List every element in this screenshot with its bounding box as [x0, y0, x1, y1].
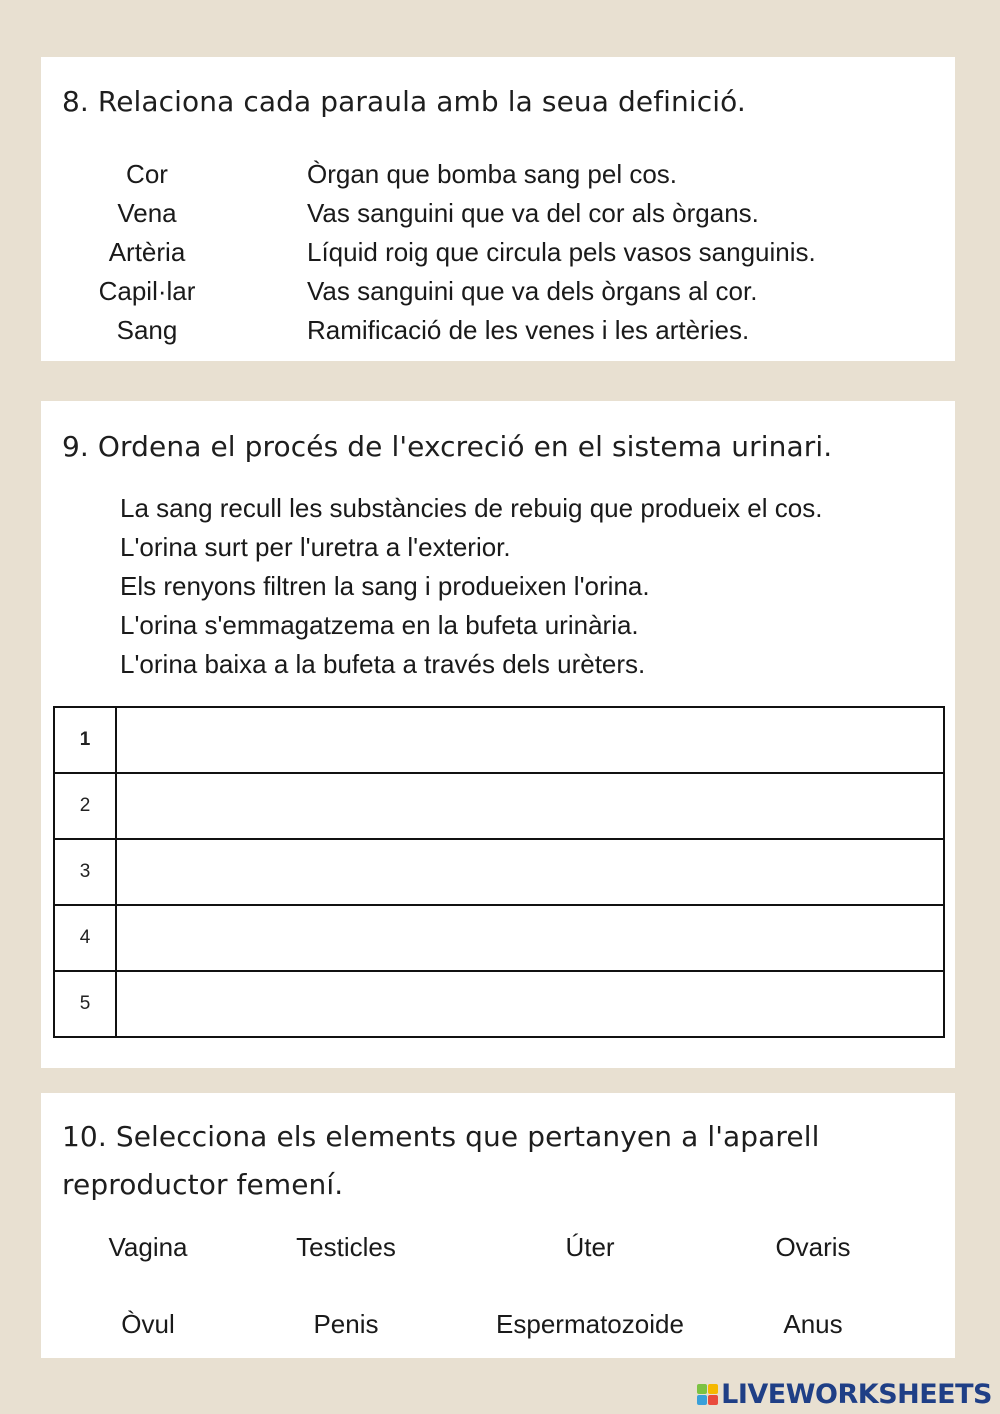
definition-item[interactable]: Vas sanguini que va dels òrgans al cor. [307, 276, 758, 306]
logo-mark-icon [697, 1384, 718, 1405]
row-number: 4 [54, 905, 116, 971]
question-10-card [41, 1093, 955, 1358]
liveworksheets-logo [697, 1374, 992, 1414]
logo-square [697, 1384, 707, 1394]
table-row [54, 707, 944, 773]
table-row [54, 773, 944, 839]
answer-drop-slot[interactable] [116, 971, 944, 1037]
step-item[interactable]: Els renyons filtren la sang i produeixen l'orina. [120, 571, 650, 601]
table-row [54, 971, 944, 1037]
word-item[interactable]: Artèria [108, 237, 186, 267]
question-8-heading: 8. Relaciona cada paraula amb la seua definició. [62, 85, 746, 118]
option-vagina[interactable]: Vagina [108, 1232, 188, 1262]
option-ovul[interactable]: Òvul [121, 1309, 175, 1339]
option-testicles[interactable]: Testicles [296, 1232, 396, 1262]
word-item[interactable]: Capil·lar [98, 276, 196, 306]
answer-drop-slot[interactable] [116, 707, 944, 773]
table-row [54, 839, 944, 905]
word-item[interactable]: Vena [117, 198, 177, 228]
question-8-card [41, 57, 955, 361]
definition-item[interactable]: Vas sanguini que va del cor als òrgans. [307, 198, 759, 228]
definition-item[interactable]: Líquid roig que circula pels vasos sanguinis. [307, 237, 816, 267]
logo-square [708, 1395, 718, 1405]
step-item[interactable]: L'orina baixa a la bufeta a través dels urèters. [120, 649, 646, 679]
row-number: 5 [54, 971, 116, 1037]
brand-name: LIVEWORKSHEETS [721, 1378, 992, 1410]
option-espermatozoide[interactable]: Espermatozoide [496, 1309, 684, 1339]
row-number: 2 [54, 773, 116, 839]
table-row [54, 905, 944, 971]
option-penis[interactable]: Penis [313, 1309, 379, 1339]
row-number: 3 [54, 839, 116, 905]
order-table [53, 706, 945, 1038]
definition-item[interactable]: Òrgan que bomba sang pel cos. [307, 159, 678, 189]
row-number: 1 [54, 707, 116, 773]
question-10-heading: 10. Selecciona els elements que pertanyen a l'aparell reproductor femení. [62, 1120, 820, 1201]
option-anus[interactable]: Anus [783, 1309, 843, 1339]
answer-drop-slot[interactable] [116, 839, 944, 905]
answer-drop-slot[interactable] [116, 773, 944, 839]
answer-drop-slot[interactable] [116, 905, 944, 971]
logo-square [708, 1384, 718, 1394]
definition-item[interactable]: Ramificació de les venes i les artèries. [307, 315, 750, 345]
word-item[interactable]: Sang [116, 315, 178, 345]
step-item[interactable]: L'orina s'emmagatzema en la bufeta urinària. [120, 610, 639, 640]
question-9-heading: 9. Ordena el procés de l'excreció en el sistema urinari. [62, 430, 833, 463]
logo-square [697, 1395, 707, 1405]
step-item[interactable]: La sang recull les substàncies de rebuig que produeix el cos. [120, 493, 823, 523]
option-uter[interactable]: Úter [565, 1232, 615, 1262]
question-9-card [41, 401, 955, 1068]
step-item[interactable]: L'orina surt per l'uretra a l'exterior. [120, 532, 511, 562]
word-item[interactable]: Cor [126, 159, 168, 189]
option-ovaris[interactable]: Ovaris [775, 1232, 851, 1262]
